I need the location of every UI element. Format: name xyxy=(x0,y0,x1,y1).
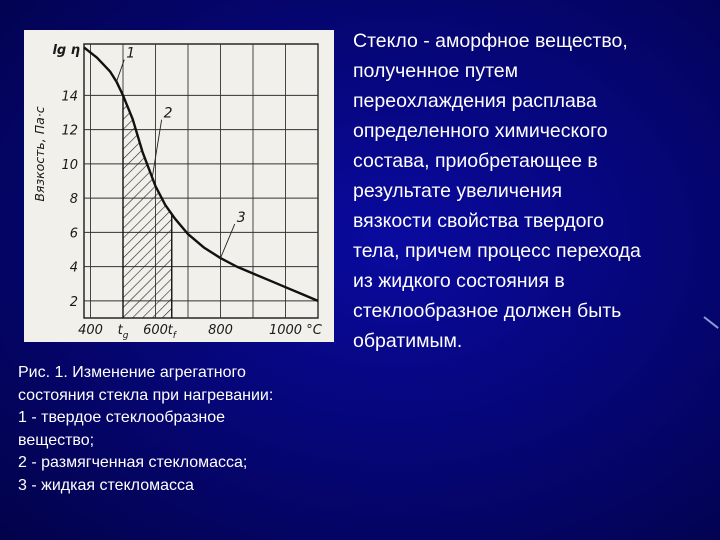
region-label: 1 xyxy=(126,45,136,62)
y-tick-label: 6 xyxy=(69,226,78,242)
main-text-line: из жидкого состояния в xyxy=(353,270,565,292)
caption-line: 2 - размягченная стекломасса; xyxy=(18,454,248,471)
x-tick-label: $t_f$ xyxy=(167,323,176,341)
x-tick-label: 1000 xyxy=(268,323,303,338)
y-axis-label-top: lg η xyxy=(52,43,80,58)
y-tick-label: 4 xyxy=(69,260,78,276)
region-label: 2 xyxy=(163,105,173,122)
figure-caption xyxy=(18,362,348,497)
main-text-line: Стекло - аморфное вещество, xyxy=(353,30,628,52)
main-text-line: вязкости свойства твердого xyxy=(353,210,605,232)
main-text-line: определенного химического xyxy=(353,120,608,142)
caption-line: состояния стекла при нагревании: xyxy=(18,386,274,404)
main-text-line: тела, причем процесс перехода xyxy=(353,240,641,262)
x-axis-unit: °C xyxy=(306,323,322,338)
hatched-region xyxy=(123,95,172,318)
x-tick-label: 600 xyxy=(143,323,168,338)
x-tick-label: 800 xyxy=(208,323,233,338)
x-tick-label: $t_g$ xyxy=(117,323,129,341)
caption-line: вещество; xyxy=(18,431,95,449)
region-leader-line xyxy=(152,120,161,178)
figure-panel xyxy=(24,30,334,342)
viscosity-curve xyxy=(84,47,318,300)
main-text-line: переохлаждения расплава xyxy=(353,90,597,112)
main-text-line: полученное путем xyxy=(353,60,519,82)
main-text-line: обратимым. xyxy=(353,330,463,352)
region-label: 3 xyxy=(236,210,246,227)
caption-line: 3 - жидкая стекломасса xyxy=(18,476,194,494)
y-tick-label: 10 xyxy=(61,157,78,173)
x-tick-label: 400 xyxy=(78,323,103,338)
viscosity-chart xyxy=(24,30,334,342)
main-text-line: стеклообразное должен быть xyxy=(353,300,622,322)
y-tick-label: 14 xyxy=(61,89,78,105)
y-axis-label-side: Вязкость, Па·с xyxy=(32,106,47,202)
main-text-line: состава, приобретающее в xyxy=(353,150,598,172)
main-text-line: результате увеличения xyxy=(353,180,563,202)
y-tick-label: 8 xyxy=(69,192,78,208)
y-tick-label: 2 xyxy=(69,294,78,310)
main-text xyxy=(353,26,718,356)
caption-line: 1 - твердое стеклообразное xyxy=(18,409,226,426)
region-leader-line xyxy=(221,224,235,258)
y-tick-label: 12 xyxy=(61,123,78,139)
caption-line: Рис. 1. Изменение агрегатного xyxy=(18,364,246,381)
